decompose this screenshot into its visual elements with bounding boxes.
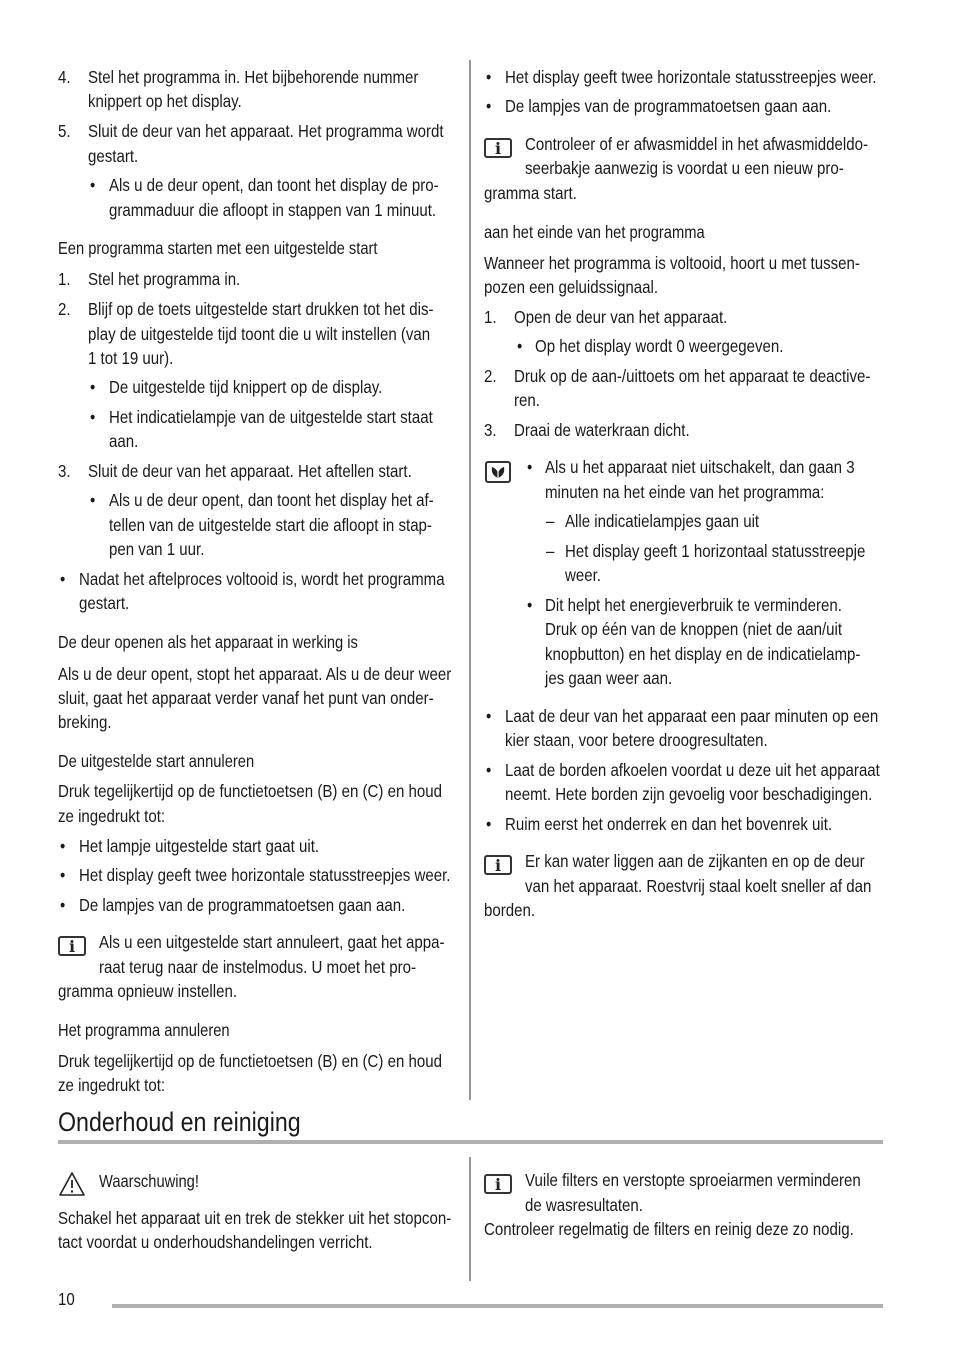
list-number: 1. bbox=[484, 307, 497, 327]
list-item: gestart. bbox=[88, 146, 139, 166]
list-item: ren. bbox=[514, 390, 540, 410]
list-item: Blijf op de toets uitgestelde start drukken tot het dis- bbox=[88, 299, 434, 319]
bullet-item: aan. bbox=[109, 431, 139, 451]
footer-rule bbox=[112, 1304, 883, 1308]
column-divider-bottom bbox=[469, 1157, 471, 1281]
bullet-icon: • bbox=[90, 490, 96, 510]
paragraph: pozen een geluidssignaal. bbox=[484, 277, 659, 297]
bullet-icon: • bbox=[486, 96, 492, 116]
bullet-item: Ruim eerst het onderrek en dan het bovenrek uit. bbox=[505, 814, 833, 834]
list-number: 1. bbox=[58, 269, 71, 289]
bullet-item: Druk op één van de knoppen (niet de aan/uit bbox=[545, 619, 843, 639]
bullet-icon: • bbox=[527, 457, 533, 477]
info-note: de wasresultaten. bbox=[525, 1195, 643, 1215]
bullet-item: jes gaan weer aan. bbox=[545, 668, 673, 688]
bullet-item: kier staan, voor betere droogresultaten. bbox=[505, 730, 768, 750]
list-item: 1 tot 19 uur). bbox=[88, 348, 174, 368]
list-number: 3. bbox=[484, 420, 497, 440]
subheading: De deur openen als het apparaat in werking is bbox=[58, 632, 358, 652]
bullet-icon: • bbox=[486, 706, 492, 726]
bullet-icon: • bbox=[527, 595, 533, 615]
page-number: 10 bbox=[58, 1289, 75, 1309]
bullet-icon: • bbox=[90, 407, 96, 427]
dash-item: Alle indicatielampjes gaan uit bbox=[565, 511, 760, 531]
bullet-icon: • bbox=[486, 814, 492, 834]
paragraph: breking. bbox=[58, 712, 112, 732]
list-number: 3. bbox=[58, 461, 71, 481]
list-number: 5. bbox=[58, 121, 71, 141]
bullet-icon: • bbox=[486, 67, 492, 87]
info-icon: i bbox=[58, 936, 86, 956]
column-divider-top bbox=[469, 60, 471, 1100]
bullet-item: Dit helpt het energieverbruik te verminderen. bbox=[545, 595, 842, 615]
section-rule bbox=[58, 1140, 883, 1144]
bullet-item: neemt. Hete borden zijn gevoelig voor beschadigingen. bbox=[505, 784, 873, 804]
warning-text: Schakel het apparaat uit en trek de stekker uit het stopcon- bbox=[58, 1208, 452, 1228]
bullet-item: Het lampje uitgestelde start gaat uit. bbox=[79, 836, 320, 856]
info-icon: i bbox=[484, 1174, 512, 1194]
list-item: Stel het programma in. bbox=[88, 269, 241, 289]
warning-text: tact voordat u onderhoudshandelingen verricht. bbox=[58, 1232, 373, 1252]
subheading: aan het einde van het programma bbox=[484, 222, 705, 242]
bullet-item: De uitgestelde tijd knippert op de display. bbox=[109, 377, 383, 397]
paragraph: sluit, gaat het apparaat verder vanaf het punt van onder- bbox=[58, 688, 434, 708]
section-title: Onderhoud en reiniging bbox=[58, 1107, 301, 1137]
bullet-item: knopbutton) en het display en de indicatielamp- bbox=[545, 644, 861, 664]
bullet-item: Als u de deur opent, dan toont het display het af- bbox=[109, 490, 434, 510]
paragraph: ze ingedrukt tot: bbox=[58, 806, 166, 826]
info-note: gramma start. bbox=[484, 183, 577, 203]
list-item: Draai de waterkraan dicht. bbox=[514, 420, 690, 440]
info-icon: i bbox=[484, 855, 512, 875]
info-note: seerbakje aanwezig is voordat u een nieuw pro- bbox=[525, 158, 844, 178]
list-item: play de uitgestelde tijd toont die u wilt instellen (van bbox=[88, 324, 431, 344]
bullet-item: Als u het apparaat niet uitschakelt, dan gaan 3 bbox=[545, 457, 855, 477]
dash-item: weer. bbox=[565, 565, 601, 585]
subheading: De uitgestelde start annuleren bbox=[58, 751, 255, 771]
bullet-item: Laat de deur van het apparaat een paar minuten op een bbox=[505, 706, 879, 726]
bullet-item: De lampjes van de programmatoetsen gaan aan. bbox=[79, 895, 406, 915]
bullet-item: Het display geeft twee horizontale statusstreepjes weer. bbox=[505, 67, 877, 87]
dash-icon: – bbox=[546, 541, 555, 561]
list-number: 4. bbox=[58, 67, 71, 87]
bullet-item: Nadat het aftelproces voltooid is, wordt het programma bbox=[79, 569, 445, 589]
list-number: 2. bbox=[484, 366, 497, 386]
list-item: Sluit de deur van het apparaat. Het programma wordt bbox=[88, 121, 444, 141]
bullet-icon: • bbox=[517, 336, 523, 356]
info-note: Controleer of er afwasmiddel in het afwasmiddeldo- bbox=[525, 134, 868, 154]
bullet-icon: • bbox=[486, 760, 492, 780]
paragraph: Druk tegelijkertijd op de functietoetsen (B) en (C) en houd bbox=[58, 781, 443, 801]
info-note: borden. bbox=[484, 900, 536, 920]
subheading: Het programma annuleren bbox=[58, 1020, 230, 1040]
paragraph: Controleer regelmatig de filters en reinig deze zo nodig. bbox=[484, 1219, 854, 1239]
info-note: van het apparaat. Roestvrij staal koelt sneller af dan bbox=[525, 876, 872, 896]
warning-label: Waarschuwing! bbox=[99, 1171, 199, 1191]
bullet-item: pen van 1 uur. bbox=[109, 539, 205, 559]
list-item: Stel het programma in. Het bijbehorende nummer bbox=[88, 67, 419, 87]
list-item: Sluit de deur van het apparaat. Het aftellen start. bbox=[88, 461, 412, 481]
paragraph: Wanneer het programma is voltooid, hoort u met tussen- bbox=[484, 253, 860, 273]
bullet-item: Laat de borden afkoelen voordat u deze uit het apparaat bbox=[505, 760, 880, 780]
paragraph: Druk tegelijkertijd op de functietoetsen (B) en (C) en houd bbox=[58, 1051, 443, 1071]
bullet-item: De lampjes van de programmatoetsen gaan aan. bbox=[505, 96, 832, 116]
info-note: Vuile filters en verstopte sproeiarmen verminderen bbox=[525, 1170, 861, 1190]
bullet-item: tellen van de uitgestelde start die afloopt in stap- bbox=[109, 515, 432, 535]
bullet-icon: • bbox=[60, 865, 66, 885]
bullet-item: gestart. bbox=[79, 593, 130, 613]
bullet-item: Het indicatielampje van de uitgestelde start staat bbox=[109, 407, 433, 427]
bullet-icon: • bbox=[60, 569, 66, 589]
paragraph: ze ingedrukt tot: bbox=[58, 1075, 166, 1095]
bullet-icon: • bbox=[90, 175, 96, 195]
list-item: Druk op de aan-/uittoets om het apparaat te deactive- bbox=[514, 366, 871, 386]
list-item: knippert op het display. bbox=[88, 91, 242, 111]
bullet-item: Het display geeft twee horizontale statusstreepjes weer. bbox=[79, 865, 451, 885]
paragraph: Als u de deur opent, stopt het apparaat. Als u de deur weer bbox=[58, 664, 452, 684]
bullet-icon: • bbox=[60, 895, 66, 915]
bullet-item: Als u de deur opent, dan toont het display de pro- bbox=[109, 175, 439, 195]
list-item: Open de deur van het apparaat. bbox=[514, 307, 728, 327]
info-note: Er kan water liggen aan de zijkanten en op de deur bbox=[525, 851, 865, 871]
info-note: raat terug naar de instelmodus. U moet het pro- bbox=[99, 957, 417, 977]
bullet-item: grammaduur die afloopt in stappen van 1 minuut. bbox=[109, 200, 437, 220]
bullet-icon: • bbox=[90, 377, 96, 397]
subheading: Een programma starten met een uitgestelde start bbox=[58, 238, 378, 258]
bullet-item: minuten na het einde van het programma: bbox=[545, 482, 825, 502]
info-note: Als u een uitgestelde start annuleert, gaat het appa- bbox=[99, 932, 445, 952]
list-number: 2. bbox=[58, 299, 71, 319]
dash-icon: – bbox=[546, 511, 555, 531]
dash-item: Het display geeft 1 horizontaal statusstreepje bbox=[565, 541, 866, 561]
bullet-icon: • bbox=[60, 836, 66, 856]
bullet-item: Op het display wordt 0 weergegeven. bbox=[535, 336, 784, 356]
info-icon: i bbox=[484, 138, 512, 158]
warning-triangle-icon bbox=[58, 1171, 86, 1197]
info-note: gramma opnieuw instellen. bbox=[58, 981, 238, 1001]
eco-leaf-icon bbox=[485, 461, 511, 483]
